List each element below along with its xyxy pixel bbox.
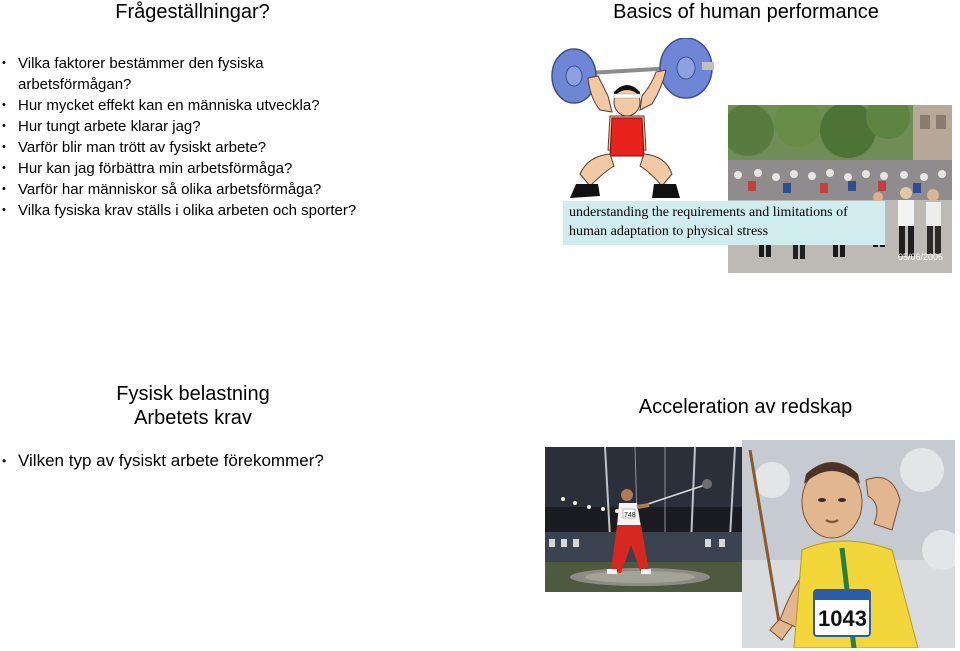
bottom-left-title (83, 382, 303, 430)
work-type-list (0, 450, 420, 472)
caption-box (563, 201, 885, 245)
hammer-throw-photo (545, 447, 745, 592)
bottom-right-title: Acceleration av redskap (638, 396, 853, 418)
marathon-crowd-photo (728, 105, 952, 273)
photo-timestamp: 05/06/2005 (898, 252, 944, 262)
javelin-bib: 1043 (818, 606, 867, 631)
list-item: • Vilka faktorer bestämmer den fysiska arbetsförmågan? (0, 53, 308, 95)
top-left-title: Frågeställningar? (115, 1, 270, 23)
question-list (0, 53, 420, 221)
list-item: • Varför har människor så olika arbetsförmåga? (0, 179, 420, 200)
hammer-bib: 748 (624, 512, 636, 519)
title-line-1: Fysisk belastning (116, 383, 270, 405)
list-item: • Varför blir man trött av fysiskt arbete? (0, 137, 420, 158)
caption-line: human adaptation to physical stress (569, 224, 769, 239)
list-item: • Hur mycket effekt kan en människa utveckla? (0, 95, 420, 116)
javelin-thrower-photo (742, 440, 955, 648)
list-item: • Hur kan jag förbättra min arbetsförmåga? (0, 158, 420, 179)
list-item: • Vilken typ av fysiskt arbete förekommer? (0, 450, 420, 472)
title-line-2: Arbetets krav (134, 407, 252, 429)
list-item: • Vilka fysiska krav ställs i olika arbeten och sporter? (0, 200, 420, 221)
caption-line: understanding the requirements and limitations of (569, 205, 848, 220)
top-right-title: Basics of human performance (613, 1, 879, 23)
list-item: • Hur tungt arbete klarar jag? (0, 116, 420, 137)
weightlifter-illustration (548, 38, 720, 203)
